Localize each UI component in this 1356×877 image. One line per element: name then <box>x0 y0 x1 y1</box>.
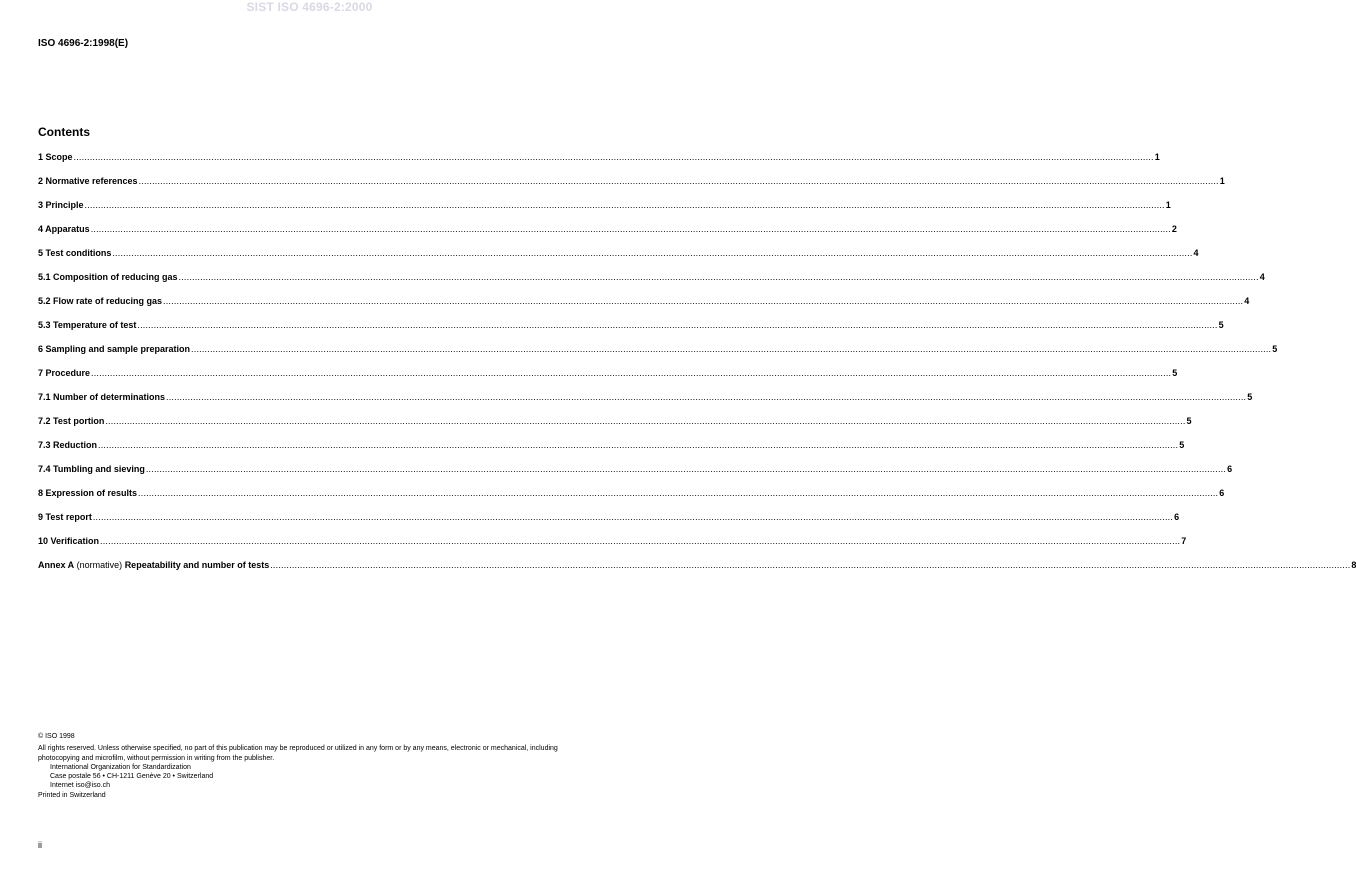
toc-entry-label: 7 Procedure <box>38 368 91 378</box>
toc-entry-label: 7.2 Test portion <box>38 416 105 426</box>
toc-entry-page: 5 <box>1272 344 1278 354</box>
toc-entry[interactable]: 7.3 Reduction ................................................................................................................................................................................................................................................................................................................................................................................................................ 5 <box>38 440 1185 450</box>
toc-entry-label: 3 Principle <box>38 200 84 210</box>
toc-entry[interactable]: 2 Normative references ................................................................................................................................................................................................................................................................................................................................................................................................................ 1 <box>38 176 1225 186</box>
toc-entry-label: 9 Test report <box>38 512 92 522</box>
toc-entry-label: 7.4 Tumbling and sieving <box>38 464 145 474</box>
copyright-line: © ISO 1998 <box>38 733 75 740</box>
toc-entry-label: 6 Sampling and sample preparation <box>38 344 191 354</box>
toc-entry-page: 8 <box>1351 560 1356 570</box>
toc-entry-label: 5.2 Flow rate of reducing gas <box>38 296 163 306</box>
toc-entry-label: 5 Test conditions <box>38 248 112 258</box>
page-number: ii <box>38 840 42 850</box>
toc-entry-page: 5 <box>1179 440 1185 450</box>
toc-entry-page: 5 <box>1218 320 1224 330</box>
toc-entry-page: 4 <box>1259 272 1265 282</box>
toc-entry-label: 4 Apparatus <box>38 224 90 234</box>
toc-entry-page: 2 <box>1171 224 1177 234</box>
toc-entry-page: 1 <box>1165 200 1171 210</box>
toc-entry[interactable]: 3 Principle ................................................................................................................................................................................................................................................................................................................................................................................................................ 1 <box>38 200 1171 210</box>
toc-entry-annex[interactable]: Annex A (normative) Repeatability and number of tests ................................................................................................................................................................................................................................................................................................................................................................................................................ 8 <box>38 560 1356 570</box>
toc-entry[interactable]: 9 Test report ................................................................................................................................................................................................................................................................................................................................................................................................................ 6 <box>38 512 1180 522</box>
watermark: SIST ISO 4696-2:2000 <box>246 0 373 14</box>
toc-entry[interactable]: 7.1 Number of determinations ................................................................................................................................................................................................................................................................................................................................................................................................................ 5 <box>38 392 1253 402</box>
toc-entry-page: 1 <box>1219 176 1225 186</box>
toc-entry-label: 8 Expression of results <box>38 488 138 498</box>
toc-entry[interactable]: 7 Procedure ................................................................................................................................................................................................................................................................................................................................................................................................................ 5 <box>38 368 1178 378</box>
toc-entry-page: 1 <box>1154 152 1160 162</box>
toc-entry-label: 5.1 Composition of reducing gas <box>38 272 178 282</box>
toc-entry[interactable]: 8 Expression of results ................................................................................................................................................................................................................................................................................................................................................................................................................ 6 <box>38 488 1225 498</box>
toc-entry-page: 7 <box>1181 536 1187 546</box>
toc-entry-label: 1 Scope <box>38 152 73 162</box>
toc-entry-page: 5 <box>1186 416 1192 426</box>
toc-entry[interactable]: 5 Test conditions ................................................................................................................................................................................................................................................................................................................................................................................................................ 4 <box>38 248 1199 258</box>
annex-prefix: Annex A <box>38 560 75 570</box>
rights-notice: All rights reserved. Unless otherwise specified, no part of this publication may be reproduced or utilized in any form or by any means, electronic or mechanical, including photocopying and microfilm, without permission in writing from the publisher. <box>38 745 558 762</box>
toc-entry-label: 5.3 Temperature of test <box>38 320 137 330</box>
document-id: ISO 4696-2:1998(E) <box>38 38 129 49</box>
toc-entry-page: 5 <box>1172 368 1178 378</box>
toc-entry[interactable]: 5.1 Composition of reducing gas ................................................................................................................................................................................................................................................................................................................................................................................................................ 4 <box>38 272 1265 282</box>
toc-entry-label: 7.3 Reduction <box>38 440 98 450</box>
toc-entry[interactable]: 4 Apparatus ................................................................................................................................................................................................................................................................................................................................................................................................................ 2 <box>38 224 1177 234</box>
toc-entry-page: 5 <box>1247 392 1253 402</box>
toc-entry-page: 4 <box>1244 296 1250 306</box>
org-internet: Internet iso@iso.ch <box>50 782 111 790</box>
toc-entry-label <box>38 560 269 570</box>
copyright-footer <box>38 732 583 800</box>
toc-entry-page: 6 <box>1227 464 1233 474</box>
toc-entry-label: 7.1 Number of determinations <box>38 392 166 402</box>
printed-in: Printed in Switzerland <box>38 791 106 799</box>
toc-entry-page: 6 <box>1174 512 1180 522</box>
toc-entry[interactable]: 1 Scope ................................................................................................................................................................................................................................................................................................................................................................................................................ 1 <box>38 152 1160 162</box>
toc-entry[interactable]: 6 Sampling and sample preparation ................................................................................................................................................................................................................................................................................................................................................................................................................ 5 <box>38 344 1278 354</box>
annex-normative: (normative) <box>74 560 125 570</box>
org-address: Case postale 56 • CH-1211 Genève 20 • Switzerland <box>50 773 214 781</box>
toc-entry[interactable]: 7.2 Test portion ................................................................................................................................................................................................................................................................................................................................................................................................................ 5 <box>38 416 1192 426</box>
org-name: International Organization for Standardization <box>50 763 191 771</box>
toc-entry-page: 6 <box>1219 488 1225 498</box>
toc-entry[interactable]: 7.4 Tumbling and sieving ................................................................................................................................................................................................................................................................................................................................................................................................................ 6 <box>38 464 1233 474</box>
toc-entry[interactable]: 10 Verification ................................................................................................................................................................................................................................................................................................................................................................................................................ 7 <box>38 536 1187 546</box>
table-of-contents <box>38 152 1356 584</box>
page-title: Contents <box>38 125 90 139</box>
toc-entry-label: 2 Normative references <box>38 176 138 186</box>
toc-entry-label: 10 Verification <box>38 536 100 546</box>
annex-title: Repeatability and number of tests <box>124 560 270 570</box>
toc-entry[interactable]: 5.3 Temperature of test ................................................................................................................................................................................................................................................................................................................................................................................................................ 5 <box>38 320 1224 330</box>
toc-entry-page: 4 <box>1193 248 1199 258</box>
toc-entry[interactable]: 5.2 Flow rate of reducing gas ................................................................................................................................................................................................................................................................................................................................................................................................................ 4 <box>38 296 1250 306</box>
